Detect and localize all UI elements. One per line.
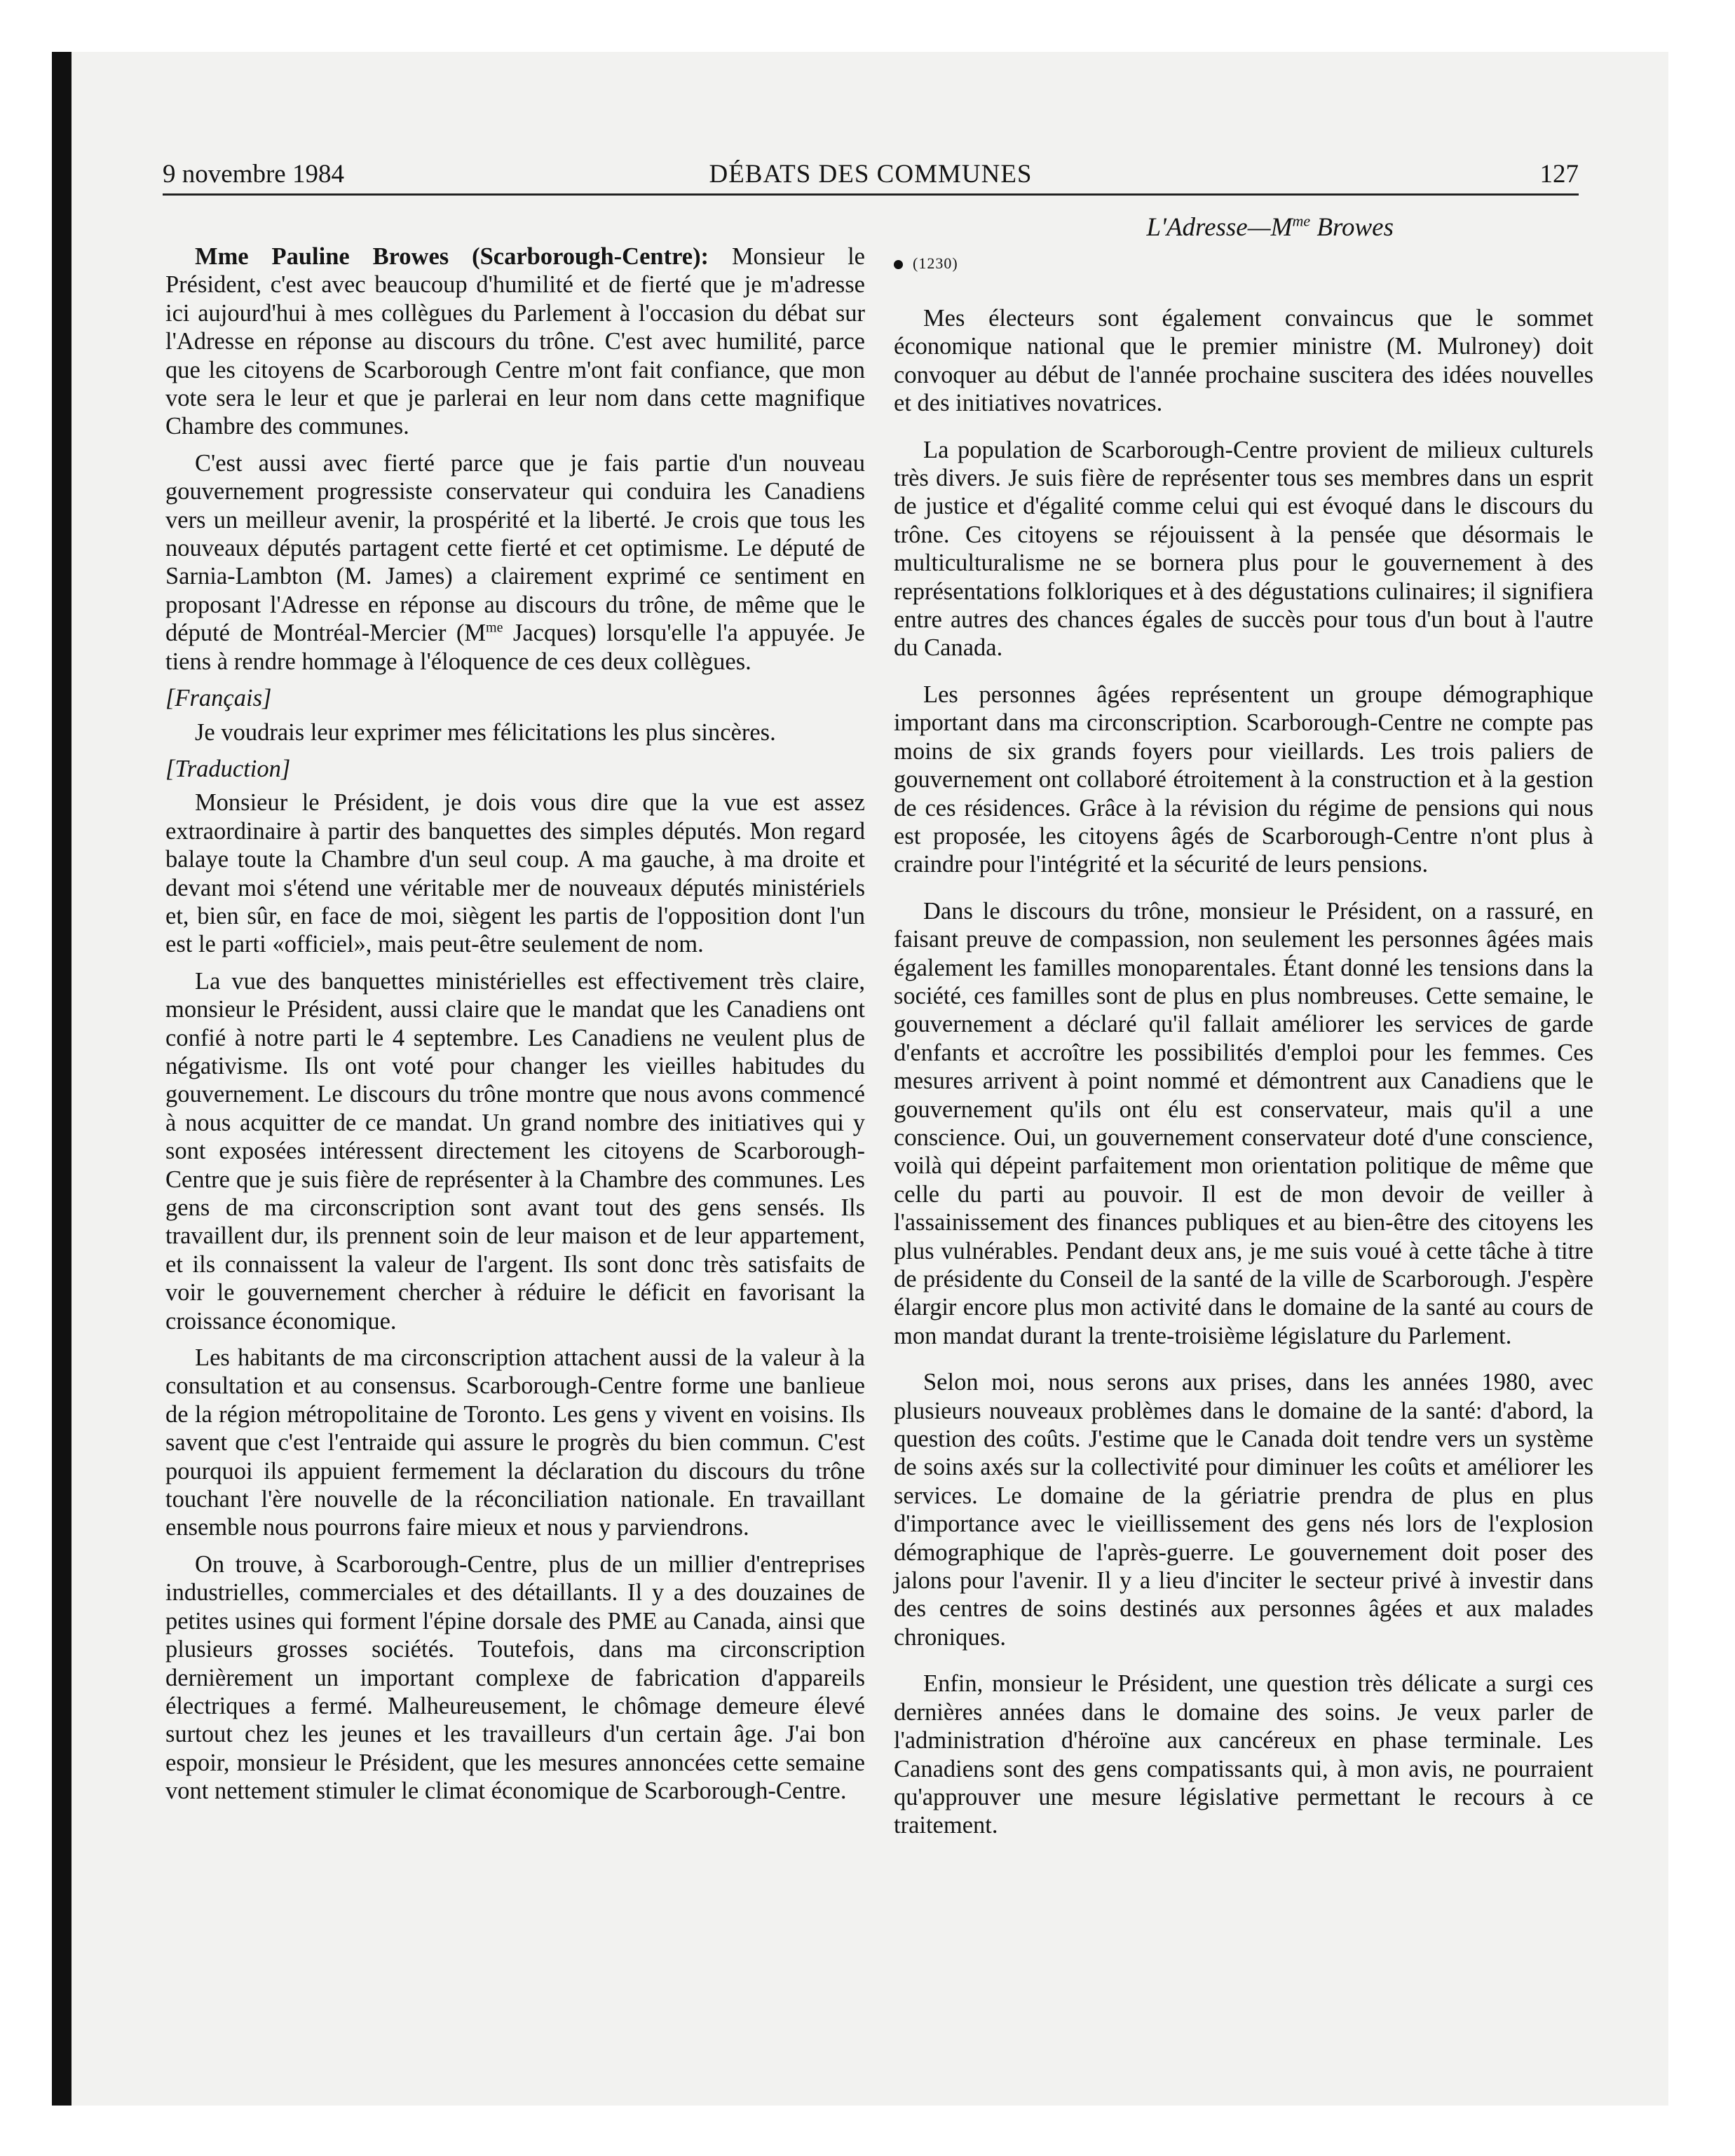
running-head-name: Browes (1310, 213, 1394, 242)
paragraph: Enfin, monsieur le Président, une question très délicate a surgi ces dernières années dans le domaine des soins. Je veux parler de l'administration d'héroïne aux cancéreux en phase terminale. Les Canadiens sont des gens compatissants qui, à mon avis, ne pourraient qu'approuver une mesure législative permettant le recours à ce traitement. (894, 1670, 1593, 1839)
paragraph-text: C'est aussi avec fierté parce que je fais partie d'un nouveau gouvernement progressiste conservateur qui conduira les Canadiens vers un meilleur avenir, la prospérité et la liberté. Je crois que tous les nouveaux députés partagent cette fierté et cet optimisme. Le député de Sarnia-Lambton (M. James) a clairement exprimé ce sentiment en proposant l'Adresse en réponse au discours du trône, de même que le député de Montréal-Mercier (M (165, 449, 865, 647)
paragraph: Mes électeurs sont également convaincus que le sommet économique national que le premier ministre (M. Mulroney) doit convoquer au début de l'année prochaine suscitera des idées nouvelles et des initiatives novatrices. (894, 305, 1593, 417)
paragraph: Les personnes âgées représentent un groupe démographique important dans ma circonscription. Scarborough-Centre ne compte pas moins de six grands foyers pour vieillards. Les trois paliers de gouvernement ont collaboré étroitement à la construction et à la gestion de ces résidences. Grâce à la révision du régime de pensions qui nous est proposée, les citoyens âgés de Scarborough-Centre n'ont plus à craindre pour l'intégrité et la sécurité de leurs pensions. (894, 681, 1593, 878)
paragraph-text: Monsieur le Président, c'est avec beaucoup d'humilité et de fierté que je m'adresse ici aujourd'hui à mes collègues du Parlement à l'occasion du débat sur l'Adresse en réponse au discours du trône. C'est avec humilité, parce que les citoyens de Scarborough Centre m'ont fait confiance, que mon vote sera le leur et que je parlerai en leur nom dans cette magnifique Chambre des communes. (165, 243, 865, 440)
left-column (165, 243, 865, 1814)
paragraph (165, 243, 865, 441)
language-label-francais: [Français] (165, 685, 272, 712)
language-label-traduction: [Traduction] (165, 755, 291, 782)
paragraph: Selon moi, nous serons aux prises, dans les années 1980, avec plusieurs nouveaux problèmes dans le domaine de la santé: d'abord, la question des coûts. J'estime que le Canada doit tendre vers un système de soins axés sur la collectivité pour diminuer les coûts et améliorer les services. Le domaine de la gériatrie prendra de plus en plus d'importance avec le vieillissement des gens nés lors de l'explosion démographique de l'après-guerre. Le gouvernement doit poser des jalons pour l'avenir. Il y a lieu d'inciter le secteur privé à investir dans des centres de soins destinés aux personnes âgées et aux malades chroniques. (894, 1369, 1593, 1651)
paragraph: Les habitants de ma circonscription attachent aussi de la valeur à la consultation et au consensus. Scarborough-Centre forme une banlieue de la région métropolitaine de Toronto. Les gens y vivent en voisins. Ils savent que c'est l'entraide qui assure le progrès du bien commun. C'est pourquoi ils appuient fermement la déclaration du discours du trône touchant l'ère nouvelle de la réconciliation nationale. En travaillant ensemble nous pourrons faire mieux et nous y parviendrons. (165, 1344, 865, 1541)
page-header (163, 158, 1579, 191)
header-rule (163, 193, 1579, 196)
scan-edge-bar (52, 52, 72, 2106)
paragraph (165, 449, 865, 676)
right-column (894, 250, 1593, 1858)
speaker-name: Mme Pauline Browes (Scarborough-Centre): (195, 243, 709, 270)
header-publication: DÉBATS DES COMMUNES (709, 160, 1033, 189)
time-marker (894, 250, 1593, 304)
time-marker-text: (1230) (913, 254, 958, 272)
running-head-prefix: L'Adresse—M (1146, 213, 1293, 242)
header-page-number: 127 (1539, 160, 1579, 189)
paragraph: Monsieur le Président, je dois vous dire que la vue est assez extraordinaire à partir des banquettes des simples députés. Mon regard balaye toute la Chambre d'un seul coup. A ma gauche, à ma droite et devant moi s'étend une véritable mer de nouveaux députés ministériels et, bien sûr, en face de moi, siègent les partis de l'opposition dont l'un est le parti «officiel», mais peut-être seulement de nom. (165, 789, 865, 958)
paragraph: La population de Scarborough-Centre provient de milieux culturels très divers. Je suis fière de représenter tous ses membres dans un esprit de justice et d'égalité comme celui qui est évoqué dans le discours du trône. Ces citoyens se réjouissent à la pensée que désormais le multiculturalisme ne se bornera plus pour le gouvernement à des représentations folkloriques et à des dégustations culinaires; il signifiera entre autres des chances égales de succès pour tous d'un bout à l'autre du Canada. (894, 436, 1593, 662)
header-date: 9 novembre 1984 (163, 160, 344, 189)
paragraph: On trouve, à Scarborough-Centre, plus de un millier d'entreprises industrielles, commerciales et des détaillants. Il y a des douzaines de petites usines qui forment l'épine dorsale des PME au Canada, ainsi que plusieurs grosses sociétés. Toutefois, dans ma circonscription dernièrement un important complexe de fabrication d'appareils électriques a fermé. Malheureusement, le chômage demeure élevé surtout chez les jeunes et les travailleurs d'un certain âge. J'ai bon espoir, monsieur le Président, que les mesures annoncées cette semaine vont nettement stimuler le climat économique de Scarborough-Centre. (165, 1550, 865, 1805)
paragraph: Dans le discours du trône, monsieur le Président, on a rassuré, en faisant preuve de compassion, non seulement les personnes âgées mais également les familles monoparentales. Étant donné les tensions dans la société, ces familles sont de plus en plus nombreuses. Cette semaine, le gouvernement a déclaré qu'il fallait améliorer les services de garde d'enfants et accroître les possibilités d'emploi pour les femmes. Ces mesures arrivent à point nommé et démontrent aux Canadiens que le gouvernement qu'ils ont élu est conservateur, mais qu'il a une conscience. Oui, un gouvernement conservateur doté d'une conscience, voilà qui dépeint parfaitement mon orientation politique de même que celle du parti au pouvoir. Il est de mon devoir de veiller à l'assainissement des finances publiques et au bien-être des citoyens les plus vulnérables. Pendant deux ans, je me suis voué à cette tâche à titre de présidente du Conseil de la santé de la ville de Scarborough. J'espère élargir encore plus mon activité dans le domaine de la santé au cours de mon mandat durant la trente-troisième législature du Parlement. (894, 897, 1593, 1349)
paragraph: Je voudrais leur exprimer mes félicitations les plus sincères. (195, 718, 776, 746)
running-head (903, 212, 1394, 244)
bullet-icon (894, 260, 903, 269)
running-head-superscript: me (1292, 212, 1311, 230)
paragraph-text: Jacques) lorsqu'elle l'a appuyée. Je tiens à rendre hommage à l'éloquence de ces deux collègues. (165, 620, 865, 675)
paragraph: La vue des banquettes ministérielles est effectivement très claire, monsieur le Président, aussi claire que le mandat que les Canadiens ont confié à notre parti le 4 septembre. Les Canadiens ne veulent plus de négativisme. Ils ont voté pour changer les vieilles habitudes du gouvernement. Le discours du trône montre que nous avons commencé à nous acquitter de ce mandat. Un grand nombre des initiatives qui y sont exposées intéressent directement les citoyens de Scarborough-Centre que je suis fière de représenter à la Chambre des communes. Les gens de ma circonscription sont avant tout des gens sensés. Ils travaillent dur, ils prennent soin de leur maison et de leur appartement, et ils connaissent la valeur de l'argent. Ils sont donc très satisfaits de voir le gouvernement chercher à réduire le déficit en favorisant la croissance économique. (165, 967, 865, 1335)
superscript: me (486, 620, 503, 636)
